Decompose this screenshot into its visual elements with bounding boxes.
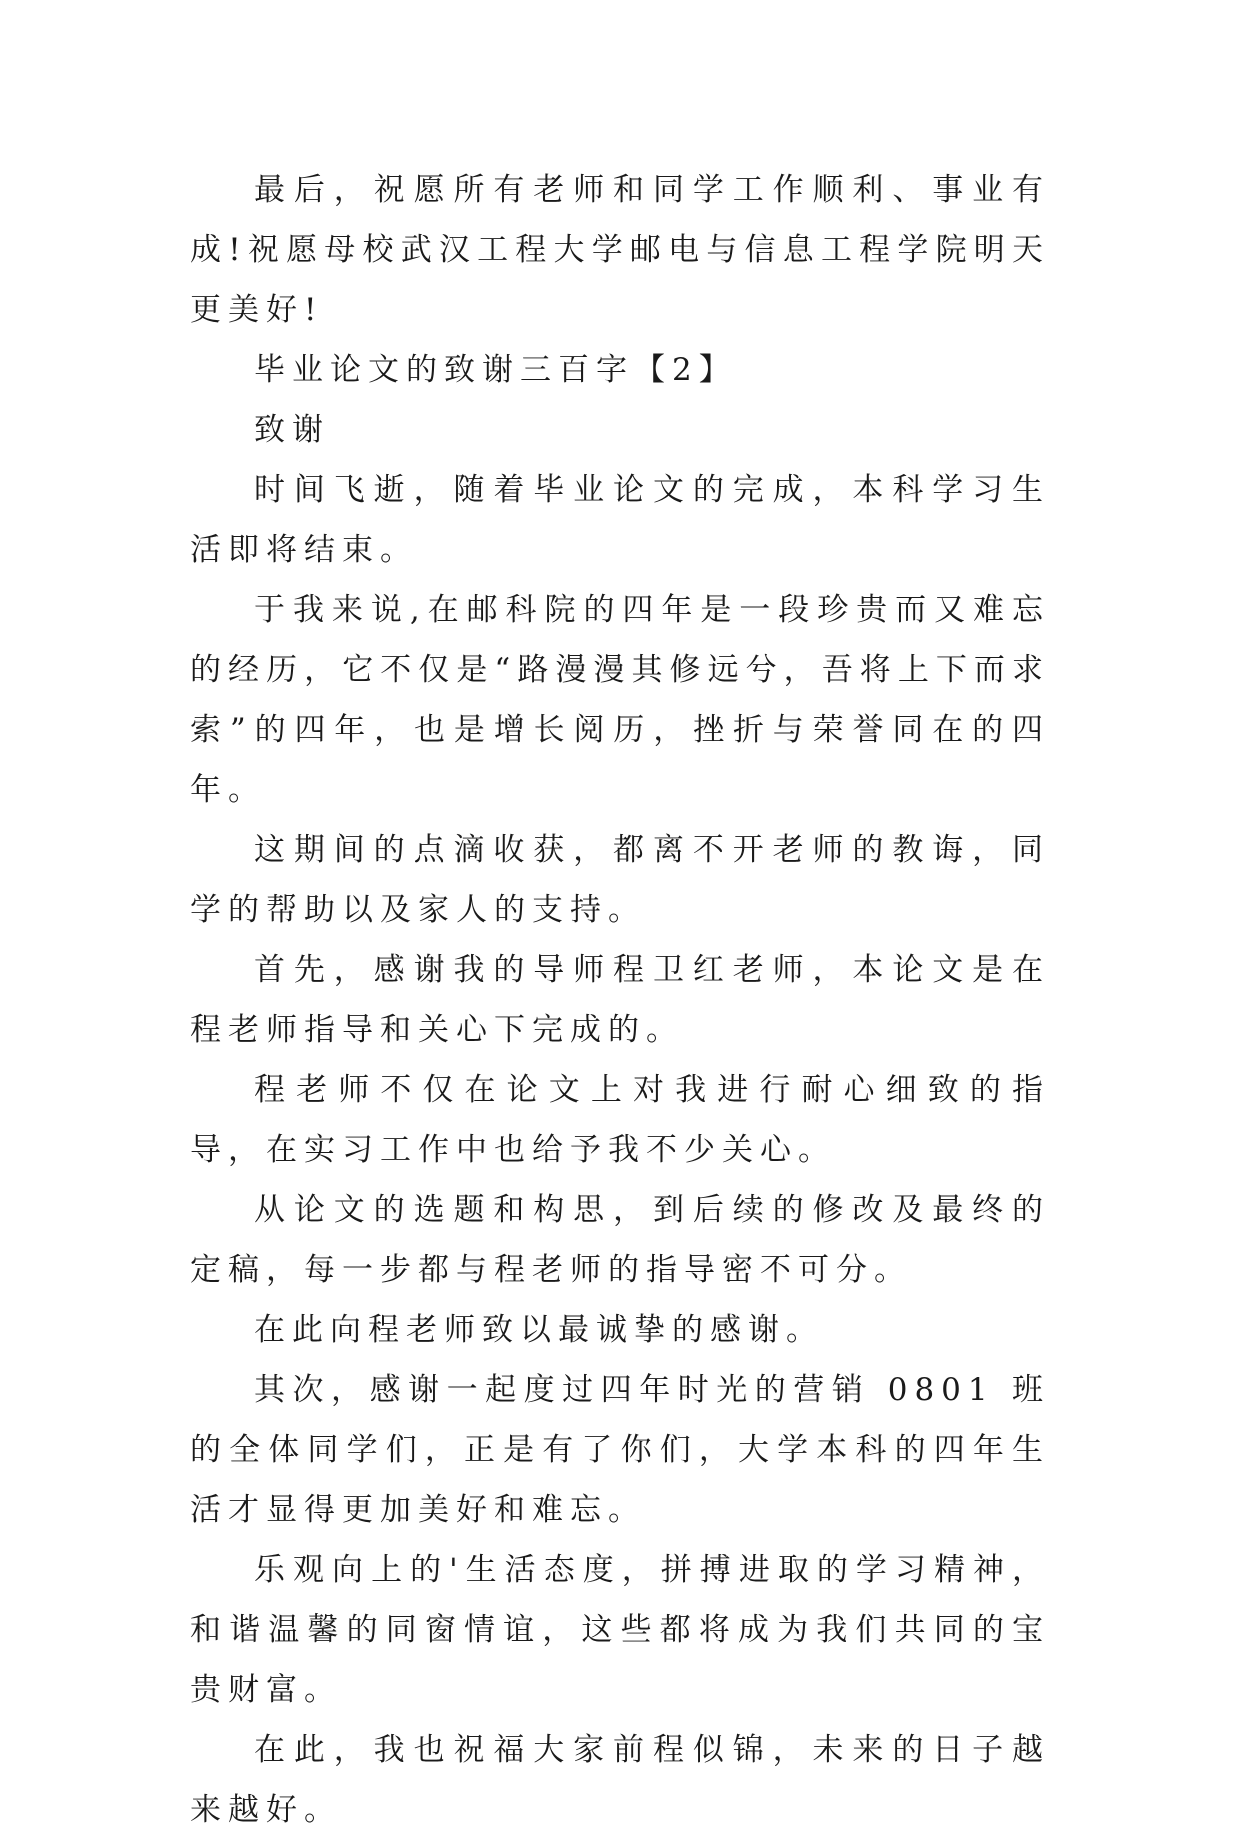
paragraph-best-wishes: 在此，我也祝福大家前程似锦，未来的日子越来越好。 — [190, 1732, 1050, 1828]
document-body — [190, 160, 1050, 1840]
paragraph-thesis-process: 从论文的选题和构思，到后续的修改及最终的定稿，每一步都与程老师的指导密不可分。 — [190, 1192, 1050, 1288]
paragraph-closing-wishes: 最后，祝愿所有老师和同学工作顺利、事业有成!祝愿母校武汉工程大学邮电与信息工程学院明天更美好! — [190, 172, 1050, 328]
paragraph-time-flies: 时间飞逝，随着毕业论文的完成，本科学习生活即将结束。 — [190, 472, 1050, 568]
paragraph-gains: 这期间的点滴收获，都离不开老师的教诲，同学的帮助以及家人的支持。 — [190, 832, 1050, 928]
paragraph-four-years: 于我来说,在邮科院的四年是一段珍贵而又难忘的经历，它不仅是“路漫漫其修远兮，吾将上下而求索”的四年，也是增长阅历，挫折与荣誉同在的四年。 — [190, 592, 1050, 808]
paragraph-advisor-guidance: 程老师不仅在论文上对我进行耐心细致的指导，在实习工作中也给予我不少关心。 — [190, 1072, 1050, 1168]
paragraph-thank-advisor: 首先，感谢我的导师程卫红老师，本论文是在程老师指导和关心下完成的。 — [190, 952, 1050, 1048]
paragraph-shared-wealth: 乐观向上的'生活态度，拼搏进取的学习精神，和谐温馨的同窗情谊，这些都将成为我们共同的宝贵财富。 — [190, 1552, 1050, 1708]
acknowledgement-title: 致谢 — [254, 412, 330, 448]
paragraph-thank-classmates: 其次，感谢一起度过四年时光的营销 0801 班的全体同学们，正是有了你们，大学本科的四年生活才显得更加美好和难忘。 — [190, 1372, 1050, 1528]
paragraph-sincere-thanks: 在此向程老师致以最诚挚的感谢。 — [254, 1312, 824, 1348]
section-heading: 毕业论文的致谢三百字【2】 — [254, 352, 737, 388]
